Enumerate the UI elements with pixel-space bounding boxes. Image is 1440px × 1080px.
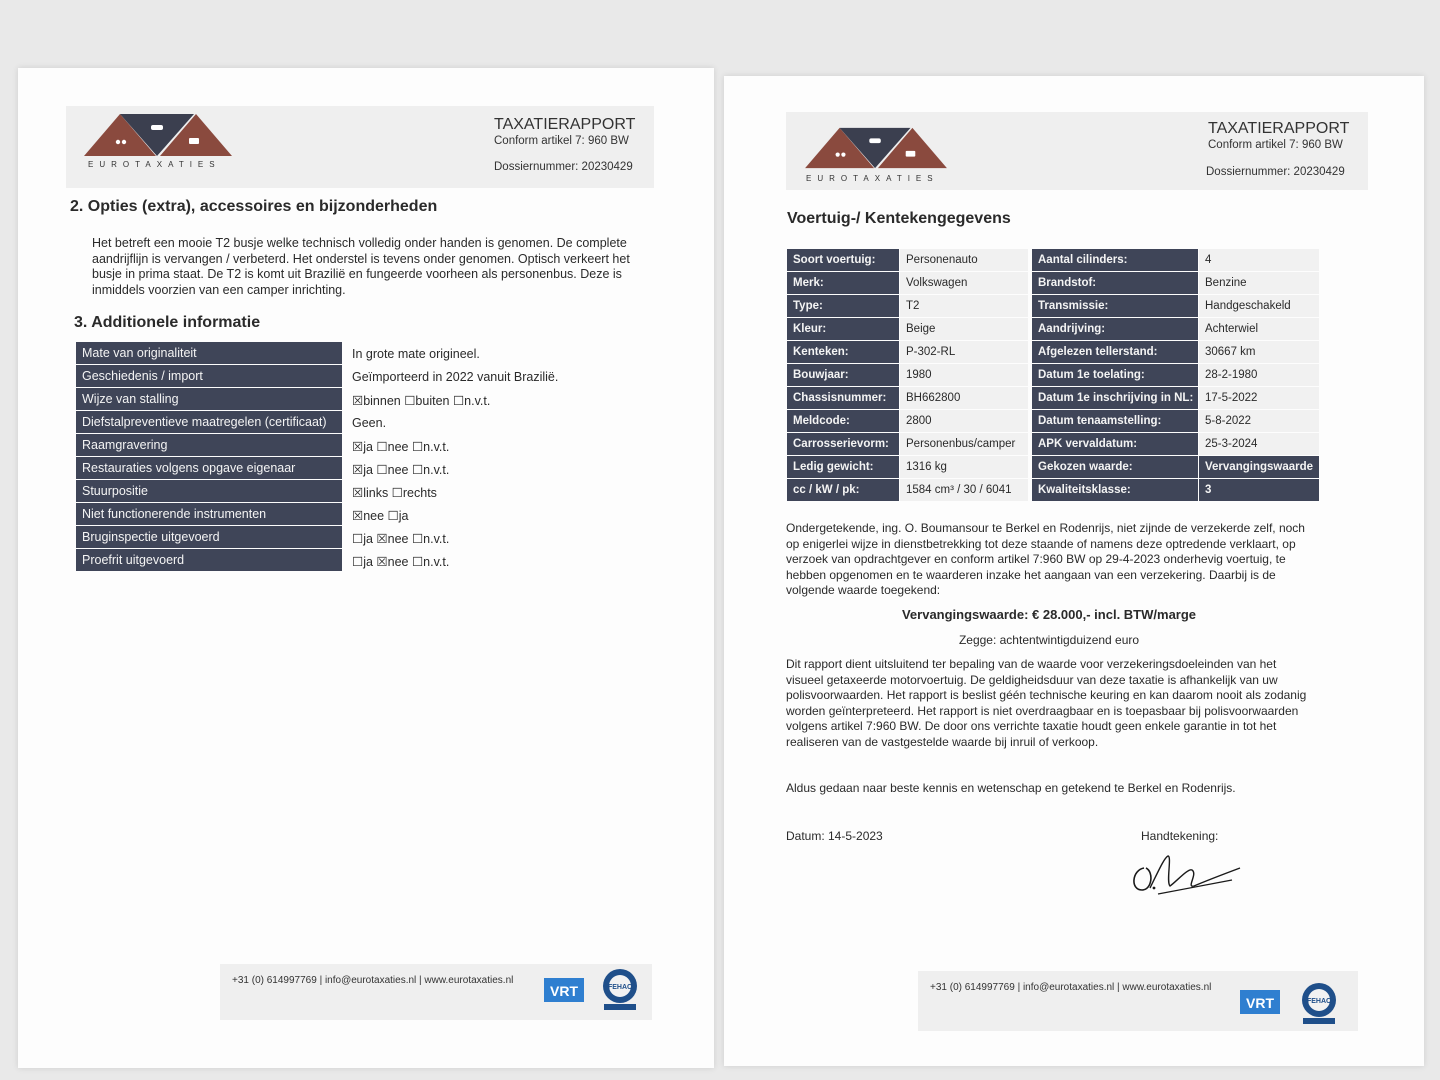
report-date: Datum: 14-5-2023 [786,829,883,843]
row-label: Kleur: [787,318,899,340]
row-label: Datum 1e toelating: [1032,364,1198,386]
svg-text:FEHAC: FEHAC [607,984,633,991]
row-value: Geen. [352,416,387,430]
row-label: Ledig gewicht: [787,456,899,478]
section-3-title: 3. Additionele informatie [74,314,261,331]
row-label: cc / kW / pk: [787,479,899,501]
text-line: inmiddels voorzien van een camper inrichting. [92,282,346,297]
signature-label: Handtekening: [1141,829,1219,843]
row-value: Beige [900,318,1028,340]
report-title: TAXATIERAPPORT [1208,120,1350,137]
text-line: busje in prima staat. De T2 is komt uit Brazilië en fungeerde voorheen als personenbus. Deze is [92,267,622,281]
text-line: verzoek van opdrachtgever en conform artikel 7:960 BW op 29-4-2023 onderhevig voertuig, te [786,552,1286,566]
row-label: Raamgravering [76,434,342,456]
row-label: Datum 1e inschrijving in NL: [1032,387,1198,409]
row-label: Aandrijving: [1032,318,1198,340]
table-row [76,365,696,387]
row-value: Volkswagen [900,272,1028,294]
row-label: Wijze van stalling [76,388,342,410]
row-label: Merk: [787,272,899,294]
footer-contact: +31 (0) 614997769 | info@eurotaxaties.nl | www.eurotaxaties.nl [930,982,1212,993]
row-value: Geïmporteerd in 2022 vanuit Brazilië. [352,370,559,384]
row-value: 3 [1199,479,1319,501]
table-row [76,526,696,548]
row-label: Chassisnummer: [787,387,899,409]
table-row [76,457,696,479]
row-value: 30667 km [1199,341,1319,363]
valuation-statement [786,521,1406,599]
table-row [76,549,696,571]
row-value: Handgeschakeld [1199,295,1319,317]
row-label: Diefstalpreventieve maatregelen (certificaat) [76,411,342,433]
row-label: Bruginspectie uitgevoerd [76,526,342,548]
row-label: Bouwjaar: [787,364,899,386]
section-2-text [92,236,652,298]
text-line: visueel getaxeerde motorvoertuig. De geldigheidsduur van deze taxatie is afhankelijk van uw [786,672,1278,687]
report-page-right [724,76,1424,1066]
report-page-left [18,68,714,1068]
report-subtitle: Conform artikel 7: 960 BW [1208,139,1343,151]
row-value: ☒binnen ☐buiten ☐n.v.t. [352,394,491,408]
svg-text:VRT: VRT [1246,995,1274,1011]
text-line: Dit rapport dient uitsluitend ter bepaling van de waarde voor verzekeringsdoeleinden van het [786,657,1277,671]
row-value: ☒nee ☐ja [352,509,409,523]
row-label: Aantal cilinders: [1032,249,1198,271]
text-line: Ondergetekende, ing. O. Boumansour te Berkel en Rodenrijs, niet zijnde de verzekerde zelf, noch [786,521,1305,535]
dossier-number: Dossiernummer: 20230429 [494,161,633,173]
row-label: Soort voertuig: [787,249,899,271]
report-title: TAXATIERAPPORT [494,116,636,133]
text-line: volgende waarde toegekend: [786,583,941,597]
fehac-logo [601,968,639,1012]
row-label: Kenteken: [787,341,899,363]
row-label: Mate van originaliteit [76,342,342,364]
row-label: Geschiedenis / import [76,365,342,387]
row-value: Benzine [1199,272,1319,294]
row-value: 17-5-2022 [1199,387,1319,409]
row-label: Carrosserievorm: [787,433,899,455]
row-value: Personenbus/camper [900,433,1028,455]
row-label: Transmissie: [1032,295,1198,317]
row-value: T2 [900,295,1028,317]
row-value: Achterwiel [1199,318,1319,340]
row-label: Datum tenaamstelling: [1032,410,1198,432]
row-value: 1584 cm³ / 30 / 6041 [900,479,1028,501]
table-row [76,388,696,410]
table-row [76,434,696,456]
dossier-number: Dossiernummer: 20230429 [1206,166,1345,178]
table-row [76,480,696,502]
row-value: P-302-RL [900,341,1028,363]
vrt-logo [544,970,584,1010]
report-subtitle: Conform artikel 7: 960 BW [494,135,629,147]
row-value: 1980 [900,364,1028,386]
text-line: polisvoorwaarden. Het rapport is beslist géén technische keuring en kan daarom nooit als zodanig [786,688,1307,702]
text-line: op enigerlei wijze in dienstbetrekking tot deze staande of namens deze optredende verklaart, op [786,536,1296,551]
row-value: BH662800 [900,387,1028,409]
vrt-logo [1240,982,1280,1022]
row-label: Stuurpositie [76,480,342,502]
disclaimer [786,657,1406,750]
row-value: Vervangingswaarde [1199,456,1319,478]
svg-text:VRT: VRT [550,983,578,999]
row-value: ☐ja ☒nee ☐n.v.t. [352,555,450,569]
logo-text: EUROTAXATIES [88,160,221,169]
row-label: Niet functionerende instrumenten [76,503,342,525]
text-line: volgens artikel 7:960 BW. De door ons verrichte taxatie houdt geen enkele garantie in tot het [786,719,1277,733]
text-line: Het betreft een mooie T2 busje welke technisch volledig onder handen is genomen. De complete [92,236,627,250]
footer-band [220,964,652,1020]
vehicle-section-title: Voertuig-/ Kentekengegevens [787,210,1011,227]
logo-text: EUROTAXATIES [806,174,939,183]
row-value: 4 [1199,249,1319,271]
row-value: In grote mate origineel. [352,347,480,361]
text-line: hebben opgenomen en te waarderen inzake het aangaan van een verzekering. Daarbij is de [786,567,1276,582]
row-label: Kwaliteitsklasse: [1032,479,1198,501]
row-label: Meldcode: [787,410,899,432]
signature-image [1128,848,1248,907]
table-row [76,411,696,433]
eurotaxaties-logo [802,124,950,170]
svg-text:FEHAC: FEHAC [1306,998,1332,1005]
row-value: 25-3-2024 [1199,433,1319,455]
row-label: Restauraties volgens opgave eigenaar [76,457,342,479]
row-value: 28-2-1980 [1199,364,1319,386]
text-line: aandrijflijn is vervangen / verbeterd. Het onderstel is tevens onder genomen. Optisch verkeert het [92,251,630,266]
row-value: Personenauto [900,249,1028,271]
table-row [76,342,696,364]
text-line: worden geïnterpreteerd. Het rapport is niet overdraagbaar en is toepasbaar bij polisvoorwaarden [786,703,1299,718]
footer-contact: +31 (0) 614997769 | info@eurotaxaties.nl | www.eurotaxaties.nl [232,975,514,986]
row-label: Afgelezen tellerstand: [1032,341,1198,363]
row-value: 1316 kg [900,456,1028,478]
row-value: 2800 [900,410,1028,432]
section-2-title: 2. Opties (extra), accessoires en bijzonderheden [70,198,438,215]
eurotaxaties-logo [82,110,234,158]
row-label: Proefrit uitgevoerd [76,549,342,571]
row-value: ☐ja ☒nee ☐n.v.t. [352,532,450,546]
footer-band [918,971,1358,1031]
row-value: 5-8-2022 [1199,410,1319,432]
text-line: realiseren van de vastgestelde waarde bij inruil of verkoop. [786,734,1099,749]
replacement-value: Vervangingswaarde: € 28.000,- incl. BTW/marge [901,607,1197,622]
row-value: ☒ja ☐nee ☐n.v.t. [352,463,450,477]
row-value: ☒links ☐rechts [352,486,437,500]
closing-statement: Aldus gedaan naar beste kennis en wetenschap en getekend te Berkel en Rodenrijs. [786,781,1236,795]
row-label: Gekozen waarde: [1032,456,1198,478]
value-in-words: Zegge: achtentwintigduizend euro [958,633,1140,647]
table-row [76,503,696,525]
row-label: Type: [787,295,899,317]
row-label: APK vervaldatum: [1032,433,1198,455]
fehac-logo [1300,982,1338,1026]
row-label: Brandstof: [1032,272,1198,294]
row-value: ☒ja ☐nee ☐n.v.t. [352,440,450,454]
